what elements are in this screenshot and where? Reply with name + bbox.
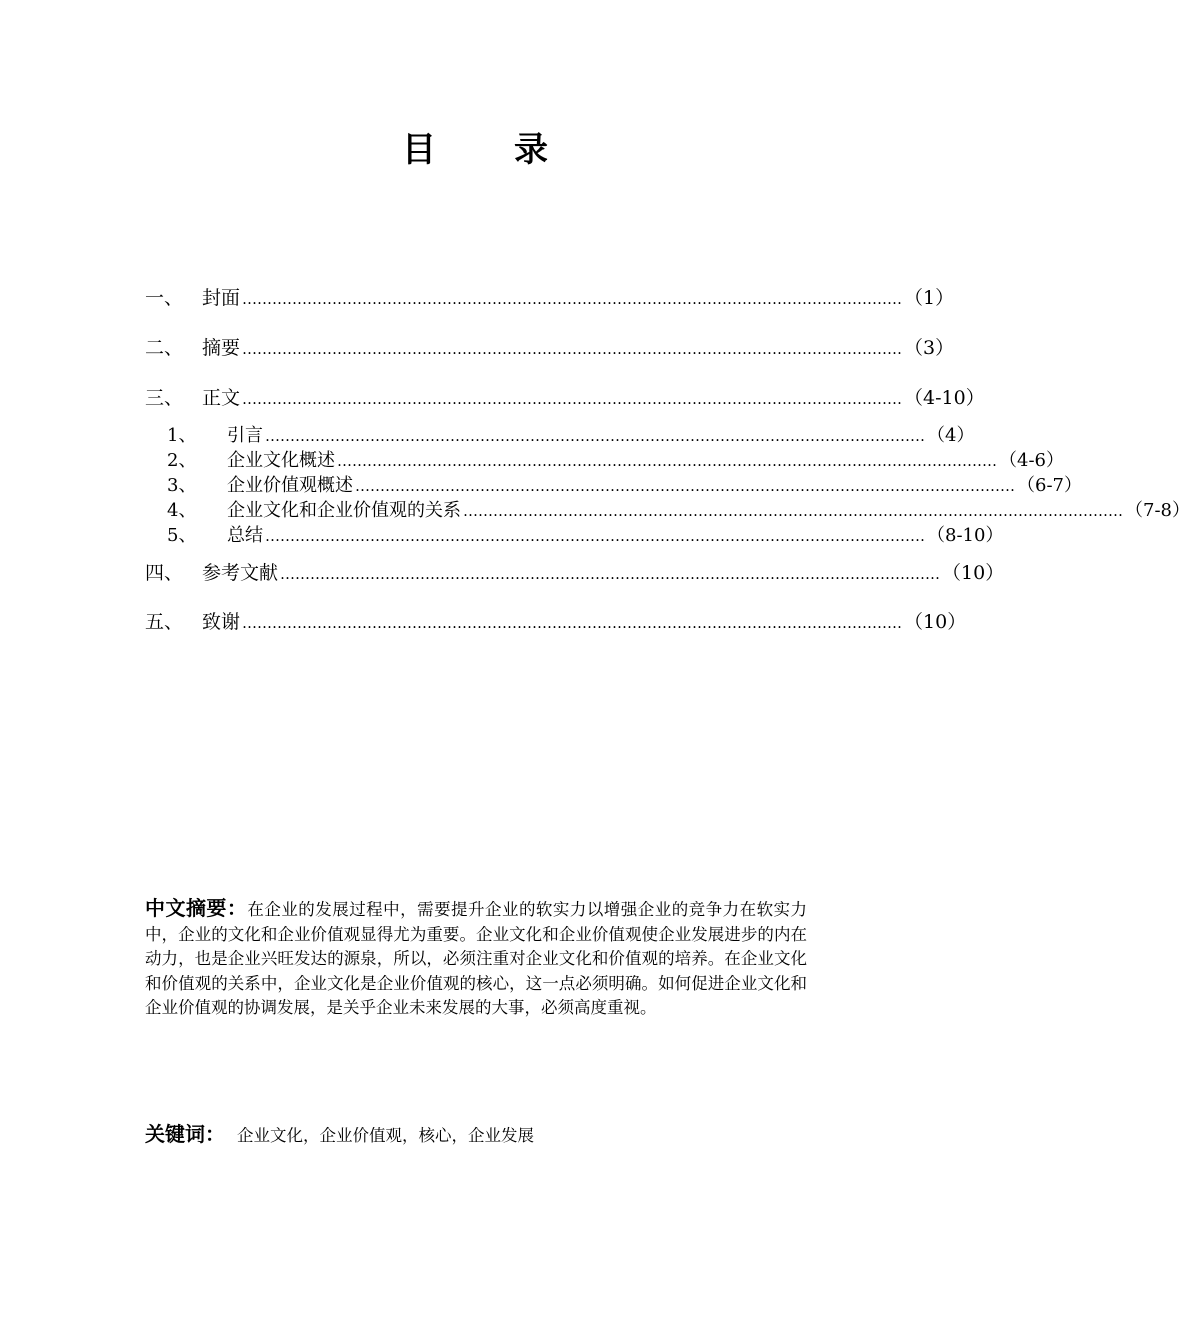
toc-leader-dots: …………………………………………………………………………………………………………………… <box>265 527 925 545</box>
toc-entry-main-text[interactable] <box>145 384 985 412</box>
toc-label: 企业文化和企业价值观的关系 <box>227 500 461 521</box>
toc-page-number: （8-10） <box>927 525 1004 546</box>
toc-entry-references[interactable] <box>145 559 1005 587</box>
toc-page-number: （4-10） <box>904 387 985 409</box>
toc-number: 1、 <box>167 425 197 446</box>
toc-leader-dots: …………………………………………………………………………………………………………………… <box>242 390 903 408</box>
toc-entry-values-overview[interactable] <box>145 473 1082 498</box>
keywords-line <box>145 1120 807 1150</box>
toc-page-number: （7-8） <box>1125 500 1190 521</box>
toc-page-number: （3） <box>904 337 955 359</box>
toc-leader-dots: …………………………………………………………………………………………………………………… <box>242 340 903 358</box>
toc-label: 封面 <box>202 287 241 309</box>
toc-label: 致谢 <box>202 611 241 633</box>
toc-entry-culture-overview[interactable] <box>145 448 1064 473</box>
toc-label: 企业文化概述 <box>227 450 335 471</box>
toc-label: 总结 <box>227 525 263 546</box>
page-title: 目 录 <box>402 130 570 170</box>
toc-label: 摘要 <box>202 337 241 359</box>
toc-page-number: （10） <box>942 562 1005 584</box>
keywords-heading: 关键词： <box>145 1122 225 1146</box>
toc-leader-dots: …………………………………………………………………………………………………………………… <box>242 290 903 308</box>
toc-page-number: （10） <box>904 611 967 633</box>
abstract-text: 在企业的发展过程中，需要提升企业的软实力以增强企业的竞争力在软实力中，企业的文化和企业价值观显得尤为重要。企业文化和企业价值观使企业发展进步的内在动力，也是企业兴旺发达的源泉，所以，必须注重对企业文化和价值观的培养。在企业文化和价值观的关系中，企业文化是企业价值观的核心，这一点必须明确。如何促进企业文化和企业价值观的协调发展，是关乎企业未来发展的大事，必须高度重视。 <box>145 900 808 1017</box>
abstract-heading: 中文摘要： <box>145 896 248 920</box>
toc-page-number: （4-6） <box>999 450 1064 471</box>
toc-label: 正文 <box>202 387 241 409</box>
keywords-text: 企业文化，企业价值观，核心，企业发展 <box>237 1126 534 1145</box>
toc-entry-introduction[interactable] <box>145 423 975 448</box>
toc-number: 5、 <box>167 525 197 546</box>
toc-number: 3、 <box>167 475 197 496</box>
toc-page-number: （4） <box>927 425 975 446</box>
toc-label: 企业价值观概述 <box>227 475 353 496</box>
toc-entry-abstract[interactable] <box>145 334 955 362</box>
toc-page-number: （1） <box>904 287 955 309</box>
toc-number: 一、 <box>145 287 184 309</box>
toc-leader-dots: …………………………………………………………………………………………………………………… <box>242 614 903 632</box>
toc-entry-conclusion[interactable] <box>145 523 1004 548</box>
toc-label: 引言 <box>227 425 263 446</box>
toc-entry-relationship[interactable] <box>145 498 1190 523</box>
toc-page-number: （6-7） <box>1017 475 1082 496</box>
toc-leader-dots: …………………………………………………………………………………………………………………… <box>265 427 925 445</box>
toc-leader-dots: …………………………………………………………………………………………………………………… <box>280 565 941 583</box>
toc-leader-dots: …………………………………………………………………………………………………………………… <box>355 477 1015 495</box>
toc-leader-dots: …………………………………………………………………………………………………………………… <box>337 452 997 470</box>
toc-entry-cover[interactable] <box>145 284 955 312</box>
toc-entry-acknowledgements[interactable] <box>145 608 967 636</box>
toc-number: 4、 <box>167 500 197 521</box>
toc-number: 二、 <box>145 337 184 359</box>
toc-label: 参考文献 <box>202 562 279 584</box>
toc-number: 四、 <box>145 562 184 584</box>
abstract-paragraph <box>145 896 807 1021</box>
toc-number: 2、 <box>167 450 197 471</box>
toc-number: 三、 <box>145 387 184 409</box>
toc-number: 五、 <box>145 611 184 633</box>
toc-leader-dots: …………………………………………………………………………………………………………………… <box>463 502 1123 520</box>
